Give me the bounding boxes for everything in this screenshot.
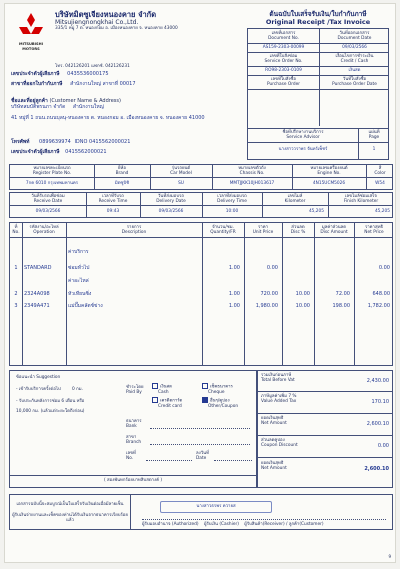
company-branch: สำนักงานใหญ่ สาขาที่ 00017: [70, 81, 136, 87]
grand-label-en: Net Amount: [261, 466, 287, 472]
delivery-header-en: Kilometer: [284, 199, 306, 205]
item-header-en: No.: [12, 230, 20, 236]
customer-phone-row: [11, 139, 130, 145]
customer-phone: 0899639974: [39, 139, 71, 145]
receive-date: 09/03/2566: [35, 209, 61, 214]
doc-meta-box: [247, 28, 389, 160]
item-unit-price: 0.00: [266, 265, 278, 271]
cash-checkbox[interactable]: [152, 383, 158, 389]
delivery-header-en: Finish Kilometer: [343, 199, 379, 205]
net-amount: 2,600.10: [366, 421, 389, 427]
company-header: [55, 10, 205, 31]
doc-date: 09/03/2566: [342, 45, 367, 50]
other-label-en: Other/Coupon: [208, 403, 239, 409]
pay-cheque-option[interactable]: [202, 383, 233, 395]
vat-label-en: Value Added Tax: [261, 399, 297, 405]
item-header-en: Disc %: [290, 230, 306, 236]
items-table: [9, 222, 393, 366]
customer-tax-label: เลขประจำตัวผู้เสียภาษี: [11, 149, 60, 155]
vehicle-header-en: Color: [374, 171, 386, 177]
doc-title-en: Original Receipt /Tax Invoice: [265, 17, 371, 26]
po-date-label-en: Purchase Order Date: [332, 82, 377, 88]
doc-date-label-en: Document Date: [337, 36, 372, 42]
item-header-en: Unit Price: [252, 230, 274, 236]
vehicle-header-en: Engine No.: [317, 171, 341, 177]
delivery-header-th: เลขไมล์: [287, 194, 303, 199]
cheque-date-label-th: ลงวันที่: [196, 451, 209, 456]
kilometer: 45,205: [308, 209, 324, 214]
vehicle-header-th: ยี่ห้อ: [118, 166, 126, 171]
page-mark: 9: [388, 554, 391, 559]
cash-label-en: Cash: [158, 389, 169, 395]
item-header-th: รายการ: [126, 225, 142, 230]
totals-box: [257, 370, 393, 488]
before-vat-label-en: Total Before Vat: [261, 378, 295, 384]
grand-total: 2,600.10: [364, 466, 389, 472]
signature-line: [142, 519, 386, 520]
before-vat: 2,430.00: [366, 378, 389, 384]
branch-line: [150, 444, 250, 445]
mitsubishi-logo: [11, 12, 51, 52]
doc-title-th: ต้นฉบับใบเสร็จรับเงิน/ใบกำกับภาษี: [269, 10, 367, 18]
footer-note-1: เอกสารฉบับนี้จะสมบูรณ์เป็นใบเสร็จรับเงินต่อเมื่อมีลายเซ็น: [16, 502, 124, 507]
vat-amount: 170.10: [371, 399, 389, 405]
delivery-header-en: Receive Time: [98, 199, 128, 205]
customer-label-th: ชื่อและที่อยู่ลูกค้า: [11, 98, 48, 104]
advisor-label-th: ชื่อที่ปรึกษางานบริการ: [282, 130, 324, 135]
po-date-label-th: วันที่ใบสั่งซื้อ: [342, 77, 367, 82]
service-no-label-th: เลขที่ใบสั่งซ่อม: [269, 54, 298, 59]
card-label-en: Credit card: [158, 403, 182, 409]
item-disc-amount: 198.00: [332, 303, 350, 309]
delivery-time: 10:00: [225, 209, 239, 214]
advisor-label-en: Service Advisor: [286, 135, 320, 141]
paid-by-en: Paid By: [126, 390, 142, 396]
footer-note-2: ผู้รับเงินจ่ายงานและเช็คของท่านได้รับเงินจากธนาคารเรียบร้อยแล้ว: [12, 513, 128, 524]
suggestion-label: ข้อแนะนำ Suggestion: [16, 375, 61, 380]
coupon-label-th: ส่วนลดคูปอง: [261, 438, 285, 443]
item-qty: 1.00: [228, 265, 240, 271]
vehicle-model: SU: [178, 181, 184, 186]
suggestion-line1: - เข้ารับบริการครั้งต่อไป: [16, 387, 61, 392]
company-tax-id: 0435536000175: [67, 71, 109, 77]
customer-tax-id: 0415562000021: [65, 149, 107, 155]
item-unit-price: 1,980.00: [255, 303, 278, 309]
cheque-label-th: เช็คธนาคาร: [210, 384, 233, 390]
item-header-en: Description: [121, 230, 147, 236]
payment-term-label-th: เงื่อนไขการชำระเงิน: [335, 54, 374, 59]
sign-cashier-label: ผู้รับเงิน (Cashier): [203, 522, 239, 527]
delivery-header-en: Delivery Time: [217, 199, 247, 205]
coupon-label-en: Coupon Discount: [261, 443, 298, 449]
other-checkbox-checked[interactable]: [202, 397, 208, 403]
vehicle-header-en: Chassis No.: [239, 171, 265, 177]
cheque-no-label-en: No.: [126, 456, 134, 462]
grand-label-th: ยอดเงินสุทธิ: [261, 461, 284, 466]
item-disc-pct: 10.00: [295, 303, 310, 309]
branch-label-en: Branch: [126, 440, 142, 446]
delivery-header-en: Delivery Date: [156, 199, 186, 205]
vehicle-header-th: หมายเลขทะเบียนรถ: [33, 166, 71, 171]
customer-address: 41 หมู่ที่ 1 ถนน.ถนนบุลนุ-หนองคาย ต. หนองกอม อ. เมืองหนองคาย จ. หนองคาย 41000: [11, 115, 205, 121]
cheque-date-line: [214, 460, 252, 461]
company-branch-label: สาขาที่ออกใบกำกับภาษี: [11, 81, 63, 87]
item-header-th: รหัสงาน/อะไหล่: [29, 225, 59, 230]
pay-other-option[interactable]: [202, 397, 238, 409]
item-header-th: ราคา: [257, 225, 268, 230]
suggestion-line2: - รับประกันหลังการซ่อม 6 เดือน หรือ: [16, 399, 85, 404]
company-name-th: บริษัทมิตซูเจียงหนองคาย จำกัด: [55, 10, 157, 19]
item-no: 1: [14, 265, 18, 271]
cheque-label-en: Cheque: [208, 389, 225, 395]
footer-box: [9, 494, 393, 530]
company-tax-row: [11, 71, 109, 77]
item-unit-price: 720.00: [260, 291, 278, 297]
item-no: 3: [14, 303, 18, 309]
item-desc: แม่ปั๊มคลัตช์ข่าง: [68, 303, 103, 309]
vat-label-th: ภาษีมูลค่าเพิ่ม 7 %: [261, 394, 297, 399]
delivery-table: [9, 192, 393, 218]
cheque-checkbox[interactable]: [202, 383, 208, 389]
payment-term: เงินสด: [348, 68, 361, 73]
item-disc-amount: 72.00: [335, 291, 350, 297]
receiver-stamp: นางสาวธรพร ควายส: [160, 501, 272, 513]
company-branch-row: [11, 81, 136, 87]
item-disc-pct: 10.00: [295, 291, 310, 297]
delivery-header-th: วันที่รับรถเพื่อซ่อม: [31, 194, 65, 199]
item-qty: 1.00: [228, 303, 240, 309]
cheque-no-label-th: เลขที่: [126, 451, 136, 456]
vehicle-header-en: Brand: [115, 171, 129, 177]
doc-no-label-th: เลขที่เอกสาร: [271, 31, 296, 36]
customer-branch: สำนักงานใหญ่: [72, 104, 104, 110]
doc-no-label-en: Document No.: [268, 36, 299, 42]
vehicle-chassis: MMTJJKK10JH013617: [229, 181, 275, 186]
group-service: ค่าบริการ: [68, 249, 89, 255]
delivery-header-en: Receive Date: [33, 199, 63, 205]
vehicle-color: W54: [375, 181, 385, 186]
receive-time: 09:43: [106, 209, 120, 214]
delivery-header-th: เวลาที่รับรถ: [102, 194, 124, 199]
vehicle-plate: 7กค 6010 กรุงเทพมหานคร: [25, 181, 79, 186]
bank-line: [150, 428, 250, 429]
card-label-th: เครดิตการ์ด: [160, 398, 183, 404]
vehicle-header-th: หมายเลขตัวถัง: [238, 166, 266, 171]
net-label-th: ยอดเงินสุทธิ: [261, 416, 284, 421]
item-header-en: Quantity/FR: [210, 230, 236, 236]
doc-date-label-th: วันที่ออกเอกสาร: [339, 31, 370, 36]
vehicle-engine: 4N15UCM5026: [312, 181, 346, 186]
finish-kilometer: 45,205: [374, 209, 390, 214]
sign-authorized-label: ผู้รับมอบอำนาจ (Authorized): [142, 522, 199, 527]
paid-by-th: ชำระโดย: [126, 385, 144, 390]
delivery-header-th: เวลาที่ส่งมอบรถ: [217, 194, 247, 199]
item-net: 0.00: [378, 265, 390, 271]
branch-label-th: สาขา: [126, 435, 137, 440]
item-header-th: จำนวน/ชม.: [212, 225, 234, 230]
page-number: 1: [372, 147, 376, 152]
item-header-th: ราคาสุทธิ: [364, 225, 384, 230]
bank-label-th: ธนาคาร: [126, 419, 142, 424]
service-no-label-en: Service Order No.: [264, 59, 303, 65]
payment-term-label-en: Credit / Cash: [340, 59, 369, 65]
vehicle-header-en: Car Model: [170, 171, 192, 177]
doc-title: [247, 11, 389, 26]
customer-phone-label: โทรศัพท์: [11, 139, 30, 145]
customer-label-en: (Customer Name & Address): [49, 98, 121, 104]
bank-label-en: Bank: [126, 424, 137, 430]
item-desc: หัวเทียนซิ่ง: [68, 291, 92, 297]
cheque-no-line: [146, 460, 192, 461]
delivery-header-th: เลขไมล์ซ่อมเสร็จ: [345, 194, 377, 199]
sign-customer-label: ผู้รับสินค้า(Receiver) / ลูกค้า(Customer): [244, 522, 324, 527]
delivery-date: 09/03/2566: [158, 209, 184, 214]
customer-block: [11, 98, 231, 121]
customer-tax-row: [11, 149, 107, 155]
coupon-amount: 0.00: [377, 443, 389, 449]
tax-invoice-page: [4, 3, 396, 563]
item-code: 2349A471: [24, 303, 50, 309]
cheque-date-label-en: Date: [196, 456, 207, 462]
group-parts: ค่าอะไหล่: [68, 278, 89, 284]
vehicle-brand: มิตซูบิชิ: [114, 181, 130, 186]
item-code: STANDARD: [24, 265, 52, 271]
item-qty: 1.00: [228, 291, 240, 297]
vehicle-header-th: รุ่นรถยนต์: [171, 166, 191, 171]
po-label-th: เลขที่ใบสั่งซื้อ: [271, 77, 296, 82]
customer-id-label: IDNO: [74, 139, 88, 145]
po-label-en: Purchase Order: [266, 82, 301, 88]
logo-text: MITSUBISHI MOTORS: [19, 42, 43, 52]
company-address: 335/1 หมู่ 7 ต. หนองกอม อ. เมืองหนองคาย จ. หนองคาย 43000: [55, 26, 178, 31]
item-header-en: Net Price: [364, 230, 384, 236]
suggestion-next-km: 0 กม.: [72, 387, 83, 392]
service-no: RO98-2303-0109: [265, 68, 302, 73]
item-desc: ซ่อมทั่วไป: [68, 265, 90, 271]
cash-label-th: เงินสด: [160, 384, 172, 390]
item-net: 1,782.00: [367, 303, 390, 309]
vehicle-header-th: สี: [378, 166, 382, 171]
mitsubishi-diamonds-icon: [11, 12, 51, 38]
other-label-th: อื่นๆ/คูปอง: [210, 398, 230, 404]
advisor-name: นางสาววราพร จันทร์เพ็ชร์: [278, 147, 328, 152]
company-phone: โทร. 042126201 แฟกซ์. 042126231: [55, 64, 130, 69]
item-header-th: ส่วนลด: [291, 225, 305, 230]
customer-name: บริษัทสมบัติพรนภา จำกัด: [11, 104, 66, 110]
company-tax-label: เลขประจำตัวผู้เสียภาษี: [11, 71, 60, 77]
page-label-en: Page: [368, 135, 380, 141]
doc-no: AS159-2303-00099: [262, 45, 305, 50]
customer-id-no: 0415562000021: [89, 139, 131, 145]
item-no: 2: [14, 291, 18, 297]
before-vat-label-th: รวมเงินก่อนภาษี: [261, 373, 292, 378]
delivery-header-th: วันที่ส่งมอบรถ: [158, 194, 184, 199]
vehicle-header-en: Register Plate No.: [32, 171, 72, 177]
amount-in-words: ( สองพันหกร้อยบาทสิบสตางค์ ): [103, 478, 163, 483]
company-name-en: Mitsujiengnongkhai Co.,Ltd.: [55, 19, 139, 26]
vehicle-header-th: หมายเลขเครื่องยนต์: [310, 166, 348, 171]
pay-cash-option[interactable]: [152, 383, 172, 395]
net-label-en: Net Amount: [261, 421, 287, 427]
card-checkbox[interactable]: [152, 397, 158, 403]
vehicle-table: [9, 164, 393, 190]
item-net: 648.00: [372, 291, 390, 297]
pay-card-option[interactable]: [152, 397, 182, 409]
item-header-th: มูลค่าส่วนลด: [321, 225, 347, 230]
item-code: 2324A098: [24, 291, 50, 297]
item-header-en: Disc Amount: [320, 230, 348, 236]
suggestion-line3: 10,000 กม. (แล้วแต่ระยะใดถึงก่อน): [16, 409, 85, 414]
suggestion-payment-box: [9, 370, 257, 488]
page-label-th: แผ่นที่: [368, 130, 380, 135]
item-header-th: ที่: [14, 225, 18, 230]
item-header-en: Operation: [33, 230, 55, 236]
